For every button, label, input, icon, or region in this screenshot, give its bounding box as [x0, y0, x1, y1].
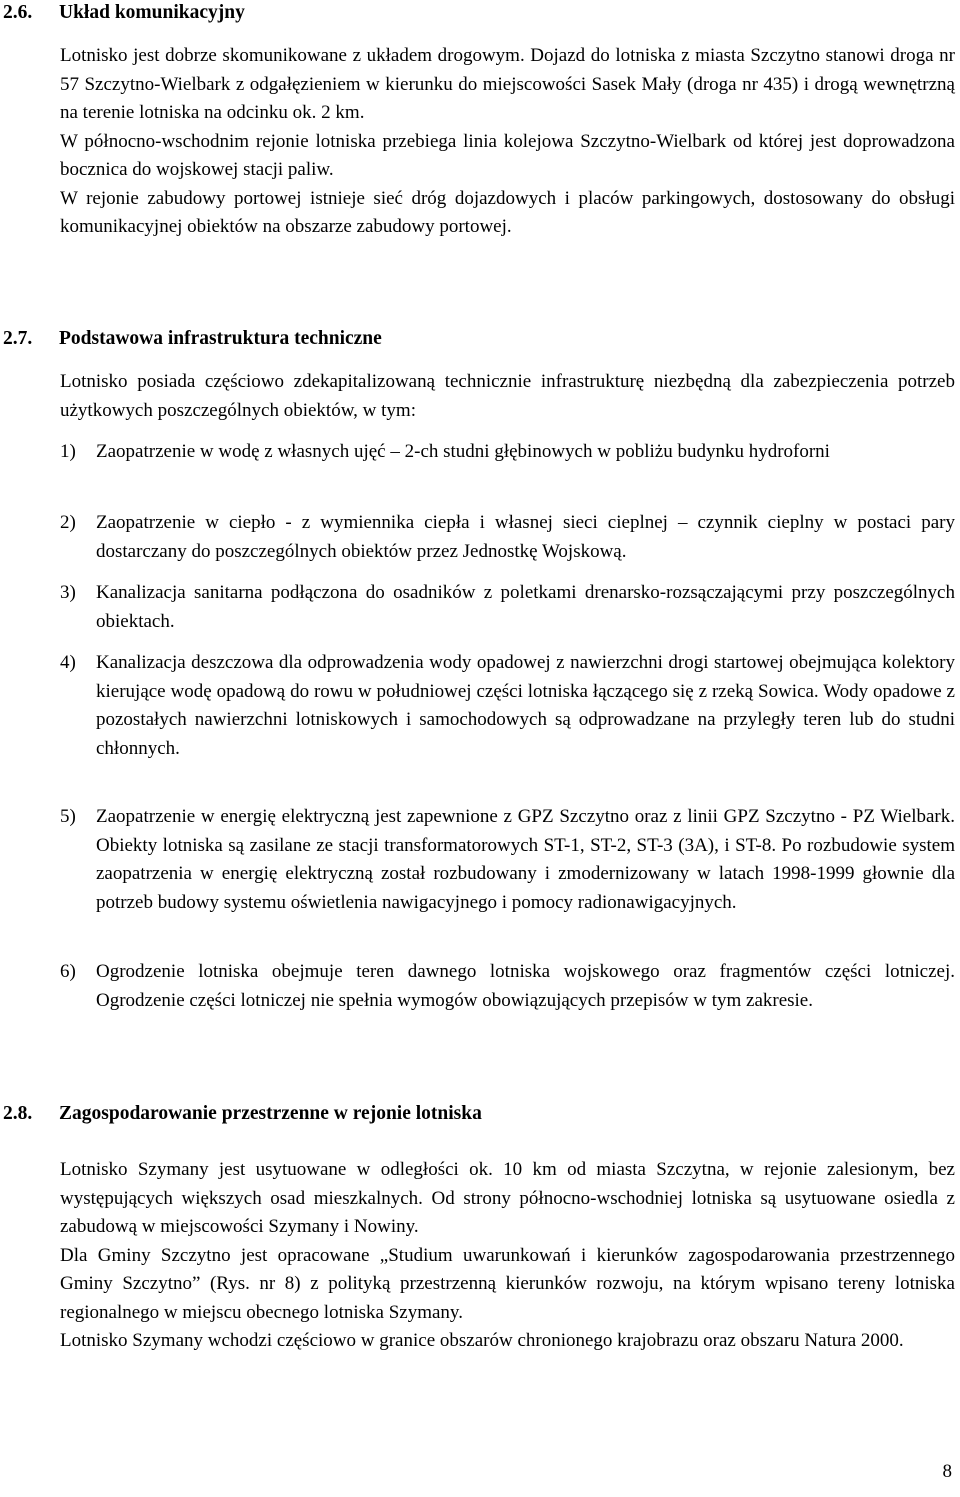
paragraph: W północno-wschodnim rejonie lotniska przebiega linia kolejowa Szczytno-Wielbark od której jest doprowadzona bocznica do wojskowej stacji paliw.: [60, 130, 955, 180]
list-item-3: [60, 579, 955, 636]
section-title: Zagospodarowanie przestrzenne w rejonie lotniska: [59, 1103, 482, 1124]
list-item-6: [60, 958, 955, 1015]
section-heading-2-7: [3, 325, 382, 354]
section-number: 2.6.: [3, 2, 33, 23]
list-marker: 2): [60, 512, 76, 533]
paragraph: Lotnisko Szymany wchodzi częściowo w granice obszarów chronionego krajobrazu oraz obszaru Natura 2000.: [60, 1330, 904, 1351]
list-marker: 4): [60, 652, 76, 673]
paragraph: Lotnisko jest dobrze skomunikowane z układem drogowym. Dojazd do lotniska z miasta Szczytno stanowi droga nr 57 Szczytno-Wielbark z odgałęzieniem w kierunku do miejscowości Sasek Mały (droga nr 435) i drogą wewnętrzną na terenie lotniska na odcinku ok. 2 km.: [60, 45, 955, 123]
section-number: 2.7.: [3, 328, 33, 349]
section-number: 2.8.: [3, 1103, 33, 1124]
list-marker: 6): [60, 961, 76, 982]
list-item-text: Kanalizacja sanitarna podłączona do osadników z poletkami drenarsko-rozsączającymi przy poszczególnych obiektach.: [96, 582, 955, 632]
section-title: Układ komunikacyjny: [59, 2, 245, 23]
list-item-1: [60, 438, 955, 467]
section-2-7-intro: [60, 368, 955, 425]
section-heading-2-6: [3, 0, 245, 28]
list-marker: 3): [60, 582, 76, 603]
section-heading-2-8: [3, 1100, 482, 1129]
list-item-text: Ogrodzenie lotniska obejmuje teren dawnego lotniska wojskowego oraz fragmentów części lotniczej. Ogrodzenie części lotniczej nie spełnia wymogów obowiązujących przepisów w tym zakresie.: [96, 961, 955, 1011]
page-number: 8: [942, 1461, 952, 1482]
list-marker: 5): [60, 806, 76, 827]
list-item-text: Zaopatrzenie w energię elektryczną jest zapewnione z GPZ Szczytno oraz z linii GPZ Szczytno - PZ Wielbark. Obiekty lotniska są zasilane ze stacji transformatorowych ST-1, ST-2, ST-3 (3A), i ST-8. Po rozbudowie system zaopatrzenia w energię elektryczną został rozbudowany i zmodernizowany w latach 1998-1999 głownie dla potrzeb budowy systemu oświetlenia nawigacyjnego i pomocy radionawigacyjnych.: [96, 806, 955, 913]
list-item-4: [60, 649, 955, 763]
list-item-text: Zaopatrzenie w ciepło - z wymiennika ciepła i własnej sieci cieplnej – czynnik cieplny w postaci pary dostarczany do poszczególnych obiektów przez Jednostkę Wojskową.: [96, 512, 955, 562]
paragraph: Dla Gminy Szczytno jest opracowane „Studium uwarunkowań i kierunków zagospodarowania przestrzennego Gminy Szczytno” (Rys. nr 8) z polityką przestrzenną kierunków rozwoju, na którym wpisano tereny lotniska regionalnego w miejscu obecnego lotniska Szymany.: [60, 1244, 955, 1323]
section-title: Podstawowa infrastruktura techniczne: [59, 328, 382, 349]
list-item-text: Zaopatrzenie w wodę z własnych ujęć – 2-ch studni głębinowych w pobliżu budynku hydroforni: [96, 441, 830, 462]
list-item-5: [60, 803, 955, 917]
list-marker: 1): [60, 441, 76, 462]
list-item-text: Kanalizacja deszczowa dla odprowadzenia wody opadowej z nawierzchni drogi startowej obejmująca kolektory kierujące wodę opadową do rowu w południowej części lotniska łączącego się z rzeką Sowica. Wody opadowe z pozostałych nawierzchni lotniskowych i samochodowych są odprowadzane na przyległy teren lub do studni chłonnych.: [96, 652, 955, 759]
paragraph: W rejonie zabudowy portowej istnieje sieć dróg dojazdowych i placów parkingowych, dostosowany do obsługi komunikacyjnej obiektów na obszarze zabudowy portowej.: [60, 187, 955, 237]
section-2-8-body: [60, 1156, 955, 1356]
list-item-2: [60, 509, 955, 566]
paragraph: Lotnisko Szymany jest usytuowane w odległości ok. 10 km od miasta Szczytna, w rejonie zalesionym, bez występujących większych osad mieszkalnych. Od strony północno-wschodniej lotniska są usytuowane osiedla z zabudową w miejscowości Szymany i Nowiny.: [60, 1159, 955, 1237]
paragraph: Lotnisko posiada częściowo zdekapitalizowaną technicznie infrastrukturę niezbędną dla zabezpieczenia potrzeb użytkowych poszczególnych obiektów, w tym:: [60, 371, 955, 421]
section-2-6-body: [60, 42, 955, 242]
